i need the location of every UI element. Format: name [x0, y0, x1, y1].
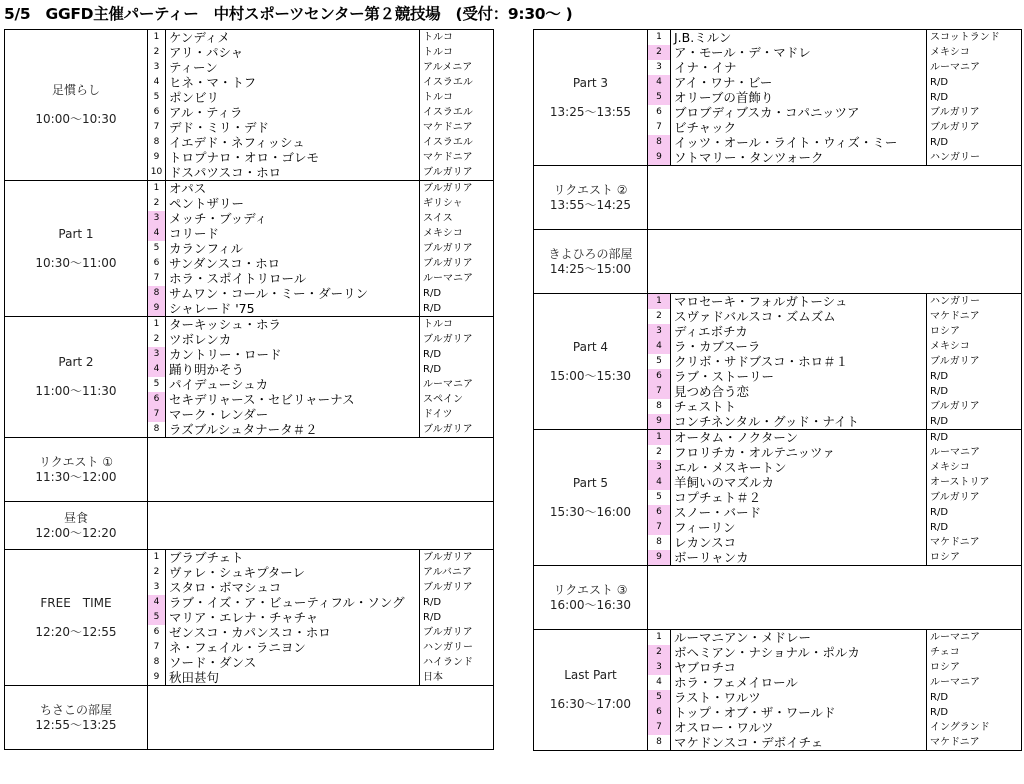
section-label-gap: [5, 242, 147, 256]
dance-country: 日本: [420, 670, 494, 686]
dance-title: ラブ・ストーリー: [671, 369, 927, 384]
dance-country: ルーマニア: [927, 445, 1022, 460]
dance-number: 6: [148, 256, 166, 271]
dance-title: ルーマニアン・メドレー: [671, 630, 927, 646]
dance-title: ゼンスコ・カパンスコ・ホロ: [166, 625, 420, 640]
dance-country: イスラエル: [420, 105, 494, 120]
dance-country: ハンガリー: [927, 150, 1022, 166]
dance-title: イッツ・オール・ライト・ウィズ・ミー: [671, 135, 927, 150]
dance-title: ヒネ・マ・トフ: [166, 75, 420, 90]
dance-country: ブルガリア: [927, 399, 1022, 414]
dance-country: メキシコ: [927, 460, 1022, 475]
section-row: [534, 230, 1022, 294]
dance-title: ツボレンカ: [166, 332, 420, 347]
dance-country: トルコ: [420, 30, 494, 46]
section-name: 足慣らし: [51, 83, 100, 97]
dance-number: 8: [148, 422, 166, 438]
dance-number: 5: [648, 354, 671, 369]
dance-number: 1: [148, 30, 166, 46]
dance-title: コリード: [166, 226, 420, 241]
dance-title: スノー・バード: [671, 505, 927, 520]
section-label-gap: [534, 355, 647, 369]
section-empty-cell: [648, 566, 1022, 630]
section-time: 15:30～16:00: [549, 504, 632, 519]
section-empty-cell: [648, 230, 1022, 294]
section-empty-cell: [148, 686, 494, 750]
dance-number: 3: [148, 60, 166, 75]
dance-title: イナ・イナ: [671, 60, 927, 75]
dance-number: 10: [148, 165, 166, 181]
dance-country: トルコ: [420, 45, 494, 60]
dance-number: 5: [148, 90, 166, 105]
dance-country: R/D: [927, 690, 1022, 705]
section-time: 10:30～11:00: [35, 255, 117, 270]
dance-number: 6: [148, 105, 166, 120]
section-empty-cell: [148, 438, 494, 502]
dance-title: ラブ・イズ・ア・ビューティフル・ソング: [166, 595, 420, 610]
dance-number: 3: [648, 660, 671, 675]
dance-number: 2: [648, 45, 671, 60]
dance-number: 2: [148, 196, 166, 211]
dance-title: 見つめ合う恋: [671, 384, 927, 399]
section-time: 14:25～15:00: [549, 261, 632, 276]
dance-country: R/D: [927, 505, 1022, 520]
dance-row: [534, 430, 1022, 446]
dance-country: ブルガリア: [927, 120, 1022, 135]
dance-title: 羊飼いのマズルカ: [671, 475, 927, 490]
dance-title: ティーン: [166, 60, 420, 75]
dance-title: ポンビリ: [166, 90, 420, 105]
dance-title: スタロ・ボマシュコ: [166, 580, 420, 595]
dance-title: シャレード '75: [166, 301, 420, 317]
dance-number: 7: [148, 120, 166, 135]
dance-title: ア・モール・デ・マドレ: [671, 45, 927, 60]
dance-number: 6: [148, 392, 166, 407]
dance-title: メッチ・ブッディ: [166, 211, 420, 226]
dance-country: メキシコ: [420, 226, 494, 241]
section-empty-cell: [648, 166, 1022, 230]
dance-title: ラスト・ワルツ: [671, 690, 927, 705]
dance-title: ディエボチカ: [671, 324, 927, 339]
dance-number: 7: [148, 640, 166, 655]
dance-country: R/D: [420, 610, 494, 625]
section-time: 11:00～11:30: [35, 384, 117, 398]
section-label: [5, 686, 148, 750]
dance-country: ルーマニア: [420, 377, 494, 392]
dance-country: ドイツ: [420, 407, 494, 422]
dance-number: 2: [148, 332, 166, 347]
dance-number: 1: [148, 181, 166, 197]
section-label-gap: [534, 91, 647, 105]
dance-number: 5: [648, 90, 671, 105]
dance-title: フィーリン: [671, 520, 927, 535]
section-label: [534, 166, 648, 230]
section-time: 16:30～17:00: [549, 697, 632, 711]
dance-number: 4: [648, 475, 671, 490]
dance-country: R/D: [927, 90, 1022, 105]
section-label-gap: [534, 491, 647, 505]
dance-title: トップ・オブ・ザ・ワールド: [671, 705, 927, 720]
dance-country: マケドニア: [927, 735, 1022, 751]
dance-country: ハイランド: [420, 655, 494, 670]
dance-title: マケドンスコ・デボイチェ: [671, 735, 927, 751]
dance-country: スコットランド: [927, 30, 1022, 46]
dance-country: トルコ: [420, 90, 494, 105]
dance-country: R/D: [420, 301, 494, 317]
section-label: [5, 438, 148, 502]
dance-row: [5, 317, 494, 333]
dance-country: ロシア: [927, 324, 1022, 339]
dance-title: ターキッシュ・ホラ: [166, 317, 420, 333]
dance-country: ギリシャ: [420, 196, 494, 211]
section-row: [534, 166, 1022, 230]
section-row: [534, 566, 1022, 630]
dance-title: アル・ティラ: [166, 105, 420, 120]
section-label: [534, 30, 648, 166]
dance-number: 5: [648, 490, 671, 505]
dance-country: ブルガリア: [420, 550, 494, 566]
dance-number: 3: [648, 460, 671, 475]
dance-country: R/D: [927, 135, 1022, 150]
dance-number: 6: [648, 369, 671, 384]
section-name: Part 5: [572, 475, 609, 490]
section-label: [5, 502, 148, 550]
section-label-gap: [534, 683, 647, 697]
dance-number: 8: [648, 135, 671, 150]
dance-title: 秋田甚句: [166, 670, 420, 686]
dance-country: スペイン: [420, 392, 494, 407]
dance-number: 3: [148, 211, 166, 226]
dance-country: ブルガリア: [420, 181, 494, 197]
dance-country: オーストリア: [927, 475, 1022, 490]
dance-title: マロセーキ・フォルガトーシュ: [671, 294, 927, 310]
dance-title: オスロー・ワルツ: [671, 720, 927, 735]
dance-number: 1: [148, 317, 166, 333]
dance-number: 5: [148, 241, 166, 256]
section-label: [534, 294, 648, 430]
dance-country: ルーマニア: [420, 271, 494, 286]
dance-country: イスラエル: [420, 135, 494, 150]
dance-title: サムワン・コール・ミー・ダーリン: [166, 286, 420, 301]
dance-title: トロプナロ・オロ・ゴレモ: [166, 150, 420, 165]
dance-country: ブルガリア: [927, 354, 1022, 369]
dance-number: 7: [648, 520, 671, 535]
dance-country: ブルガリア: [420, 625, 494, 640]
section-label: [534, 230, 648, 294]
dance-number: 3: [148, 580, 166, 595]
dance-title: ドスパツスコ・ホロ: [166, 165, 420, 181]
dance-title: アイ・ワナ・ビー: [671, 75, 927, 90]
dance-number: 8: [148, 655, 166, 670]
dance-title: マリア・エレナ・チャチャ: [166, 610, 420, 625]
dance-number: 7: [648, 120, 671, 135]
dance-country: ルーマニア: [927, 630, 1022, 646]
dance-country: R/D: [927, 430, 1022, 446]
section-time: 11:30～12:00: [35, 469, 117, 484]
dance-title: オパス: [166, 181, 420, 197]
dance-country: ハンガリー: [420, 640, 494, 655]
dance-number: 4: [148, 226, 166, 241]
dance-number: 1: [648, 430, 671, 446]
dance-title: ヴァレ・シュキプターレ: [166, 565, 420, 580]
section-time: 13:55～14:25: [549, 197, 632, 212]
dance-title: ホラ・フェメイロール: [671, 675, 927, 690]
dance-country: チェコ: [927, 645, 1022, 660]
dance-title: J.B.ミルン: [671, 30, 927, 46]
dance-number: 2: [648, 645, 671, 660]
section-empty-cell: [148, 502, 494, 550]
dance-country: R/D: [420, 286, 494, 301]
dance-number: 5: [648, 690, 671, 705]
dance-title: カランフィル: [166, 241, 420, 256]
section-time: 12:20～12:55: [35, 624, 117, 639]
section-label: [5, 317, 148, 438]
dance-number: 4: [648, 339, 671, 354]
dance-title: デド・ミリ・デド: [166, 120, 420, 135]
section-name: Part 4: [572, 339, 609, 354]
dance-title: イエデド・ネフィッシュ: [166, 135, 420, 150]
section-time: 10:00～10:30: [35, 112, 117, 126]
section-label: [5, 30, 148, 181]
section-name: Part 1: [58, 226, 94, 241]
dance-number: 5: [148, 377, 166, 392]
dance-row: [5, 181, 494, 197]
dance-country: マケドニア: [420, 120, 494, 135]
dance-number: 3: [648, 60, 671, 75]
dance-number: 8: [648, 735, 671, 751]
dance-row: [534, 294, 1022, 310]
dance-country: ルーマニア: [927, 60, 1022, 75]
dance-country: スイス: [420, 211, 494, 226]
section-name: リクエスト ③: [553, 582, 628, 597]
dance-number: 7: [148, 271, 166, 286]
dance-country: ブルガリア: [420, 422, 494, 438]
dance-title: ホラ・スポイトリロール: [166, 271, 420, 286]
section-name: FREE TIME: [40, 595, 112, 610]
dance-country: ブルガリア: [927, 105, 1022, 120]
section-label: [534, 430, 648, 566]
dance-number: 6: [648, 105, 671, 120]
section-name: きよひろの部屋: [548, 246, 633, 261]
dance-title: ケンディメ: [166, 30, 420, 46]
dance-country: マケドニア: [927, 309, 1022, 324]
dance-country: R/D: [420, 362, 494, 377]
dance-number: 2: [148, 565, 166, 580]
dance-country: R/D: [927, 705, 1022, 720]
dance-country: R/D: [420, 347, 494, 362]
dance-number: 3: [148, 347, 166, 362]
dance-number: 2: [148, 45, 166, 60]
dance-country: ロシア: [927, 660, 1022, 675]
dance-number: 9: [648, 550, 671, 566]
dance-number: 4: [648, 675, 671, 690]
section-name: ちさこの部屋: [39, 702, 112, 717]
dance-number: 1: [648, 30, 671, 46]
dance-number: 1: [648, 630, 671, 646]
dance-number: 6: [648, 505, 671, 520]
dance-country: R/D: [420, 595, 494, 610]
section-name: リクエスト ①: [38, 454, 114, 469]
dance-row: [534, 30, 1022, 46]
dance-number: 7: [648, 720, 671, 735]
dance-title: ラズブルシュタナータ＃２: [166, 422, 420, 438]
dance-number: 1: [148, 550, 166, 566]
dance-country: ブルガリア: [420, 332, 494, 347]
dance-country: ハンガリー: [927, 294, 1022, 310]
dance-number: 9: [148, 301, 166, 317]
section-label-gap: [5, 98, 147, 112]
dance-number: 9: [648, 414, 671, 430]
dance-title: クリボ・サドブスコ・ホロ＃１: [671, 354, 927, 369]
dance-title: スヴァドバルスコ・ズムズム: [671, 309, 927, 324]
section-name: リクエスト ②: [553, 182, 628, 197]
dance-number: 8: [648, 399, 671, 414]
section-name: Last Part: [564, 668, 617, 682]
dance-title: ペントザリー: [166, 196, 420, 211]
dance-country: ブルガリア: [420, 165, 494, 181]
section-time: 13:25～13:55: [549, 104, 632, 119]
dance-title: サンダンスコ・ホロ: [166, 256, 420, 271]
section-label: [5, 181, 148, 317]
dance-title: アリ・パシャ: [166, 45, 420, 60]
dance-row: [534, 630, 1022, 646]
dance-country: R/D: [927, 384, 1022, 399]
section-time: 12:00～12:20: [35, 525, 117, 540]
dance-title: カントリー・ロード: [166, 347, 420, 362]
dance-country: ブルガリア: [420, 580, 494, 595]
dance-country: R/D: [927, 75, 1022, 90]
dance-number: 7: [148, 407, 166, 422]
left-program-table: [4, 29, 494, 750]
section-row: [5, 438, 494, 502]
dance-number: 2: [648, 445, 671, 460]
dance-title: オータム・ノクターン: [671, 430, 927, 446]
dance-number: 8: [648, 535, 671, 550]
dance-number: 9: [648, 150, 671, 166]
dance-number: 4: [648, 75, 671, 90]
dance-title: ブロブディブスカ・コパニッツア: [671, 105, 927, 120]
dance-country: イスラエル: [420, 75, 494, 90]
dance-number: 9: [148, 150, 166, 165]
dance-number: 6: [148, 625, 166, 640]
dance-number: 4: [148, 362, 166, 377]
dance-country: R/D: [927, 520, 1022, 535]
dance-number: 4: [148, 75, 166, 90]
dance-title: ソード・ダンス: [166, 655, 420, 670]
section-name: Part 3: [572, 75, 609, 90]
section-row: [5, 686, 494, 750]
dance-number: 4: [148, 595, 166, 610]
dance-number: 8: [148, 135, 166, 150]
dance-number: 1: [648, 294, 671, 310]
dance-title: チェストト: [671, 399, 927, 414]
dance-title: フロリチカ・オルテニッツァ: [671, 445, 927, 460]
section-name: Part 2: [58, 355, 94, 369]
dance-country: メキシコ: [927, 45, 1022, 60]
dance-number: 5: [148, 610, 166, 625]
dance-country: イングランド: [927, 720, 1022, 735]
dance-country: マケドニア: [420, 150, 494, 165]
dance-title: ソトマリー・タンツォーク: [671, 150, 927, 166]
dance-country: R/D: [927, 414, 1022, 430]
dance-title: エル・メスキートン: [671, 460, 927, 475]
dance-number: 7: [648, 384, 671, 399]
dance-country: ロシア: [927, 550, 1022, 566]
dance-title: レカンスコ: [671, 535, 927, 550]
section-time: 12:55～13:25: [35, 717, 117, 732]
dance-country: ブルガリア: [927, 490, 1022, 505]
section-time: 16:00～16:30: [549, 597, 632, 612]
dance-title: 踊り明かそう: [166, 362, 420, 377]
dance-country: R/D: [927, 369, 1022, 384]
dance-country: アルバニア: [420, 565, 494, 580]
dance-number: 2: [648, 309, 671, 324]
section-label: [534, 566, 648, 630]
section-label-gap: [5, 370, 147, 384]
dance-title: ネ・フェイル・ラニヨン: [166, 640, 420, 655]
dance-row: [5, 550, 494, 566]
section-name: 昼食: [63, 510, 88, 525]
section-row: [5, 502, 494, 550]
dance-title: ビチャック: [671, 120, 927, 135]
section-label: [534, 630, 648, 751]
dance-title: コンチネンタル・グッド・ナイト: [671, 414, 927, 430]
dance-number: 6: [648, 705, 671, 720]
dance-title: オリーブの首飾り: [671, 90, 927, 105]
dance-title: パイデューシュカ: [166, 377, 420, 392]
dance-country: ブルガリア: [420, 256, 494, 271]
dance-country: ルーマニア: [927, 675, 1022, 690]
dance-title: ボーリャンカ: [671, 550, 927, 566]
dance-row: [5, 30, 494, 46]
dance-country: マケドニア: [927, 535, 1022, 550]
dance-country: アルメニア: [420, 60, 494, 75]
dance-title: ヤブロチコ: [671, 660, 927, 675]
dance-title: マーク・レンダー: [166, 407, 420, 422]
dance-title: セキデリャース・セビリャーナス: [166, 392, 420, 407]
dance-country: トルコ: [420, 317, 494, 333]
dance-country: ブルガリア: [420, 241, 494, 256]
dance-title: ラ・カブスーラ: [671, 339, 927, 354]
dance-number: 9: [148, 670, 166, 686]
dance-number: 3: [648, 324, 671, 339]
section-label: [5, 550, 148, 686]
dance-country: メキシコ: [927, 339, 1022, 354]
right-program-table: [533, 29, 1022, 751]
dance-title: ボヘミアン・ナショナル・ポルカ: [671, 645, 927, 660]
section-time: 15:00～15:30: [549, 368, 632, 383]
dance-number: 8: [148, 286, 166, 301]
dance-title: コプチェト＃２: [671, 490, 927, 505]
page-title: 5/5 GGFD主催パーティー 中村スポーツセンター第２競技場 (受付：9:30～ ): [4, 5, 573, 23]
dance-title: ブラブチェト: [166, 550, 420, 566]
section-label-gap: [5, 611, 147, 625]
